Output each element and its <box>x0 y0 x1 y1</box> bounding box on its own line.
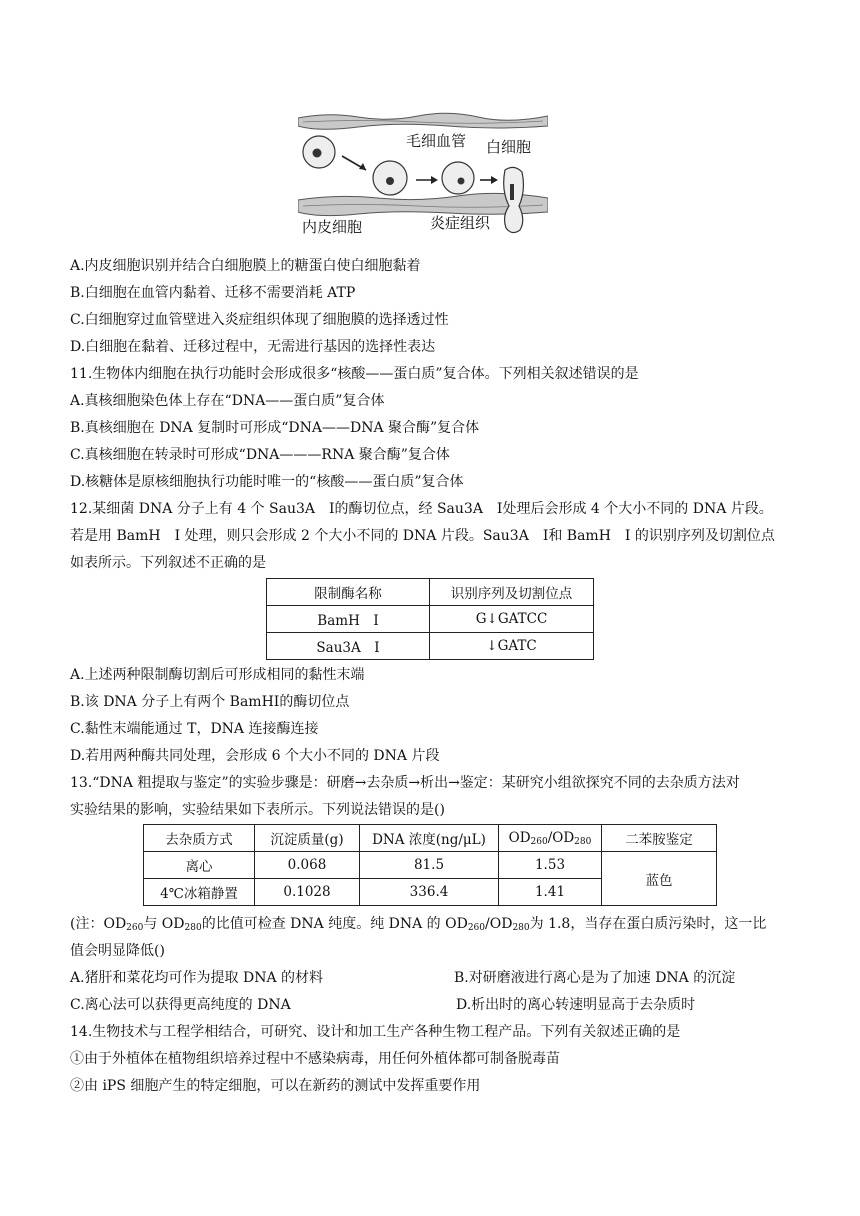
od-subscript: 260 <box>530 836 548 847</box>
q12-option-d: D.若用两种酶共同处理，会形成 6 个大小不同的 DNA 片段 <box>70 748 440 764</box>
q14-statement-1: ①由于外植体在植物组织培养过程中不感染病毒，用任何外植体都可制备脱毒苗 <box>70 1051 560 1067</box>
q12-option-a: A.上述两种限制酶切割后可形成相同的黏性末端 <box>70 667 365 683</box>
table-cell: 336.4 <box>360 879 499 906</box>
q13-option-d: D.析出时的离心转速明显高于去杂质时 <box>456 997 696 1013</box>
note-text: 为 1.8，当存在蛋白质污染时，这一比 <box>529 916 767 932</box>
table-cell: Sau3A I <box>267 633 430 660</box>
cell-migration-figure <box>298 110 548 240</box>
q14-statement-2: ②由 iPS 细胞产生的特定细胞，可以在新药的测试中发挥重要作用 <box>70 1078 481 1094</box>
q12-enzyme-table <box>266 578 594 660</box>
figure-drawing <box>298 110 548 240</box>
table-cell: G↓GATCC <box>430 606 594 633</box>
q14-stem: 14.生物技术与工程学相结合，可研究、设计和加工生产各种生物工程产品。下列有关叙述正确的是 <box>70 1024 681 1040</box>
table-header-cell: 沉淀质量(g) <box>255 825 360 852</box>
capillary-label: 毛细血管 <box>406 132 467 150</box>
table-row <box>267 606 594 633</box>
q13-option-a: A.猪肝和菜花均可作为提取 DNA 的材料 <box>70 970 324 986</box>
white-blood-cell-label: 白细胞 <box>486 138 532 156</box>
note-subscript: 280 <box>184 923 202 933</box>
q13-stem-line2: 实验结果的影响，实验结果如下表所示。下列说法错误的是() <box>70 802 445 818</box>
table-cell: 81.5 <box>360 852 499 879</box>
q13-results-table <box>143 824 717 906</box>
table-cell: 0.1028 <box>255 879 360 906</box>
note-text: /OD <box>485 916 513 932</box>
note-text: 与 OD <box>143 916 185 932</box>
note-text: (注：OD <box>70 916 127 932</box>
q10-option-c: C.白细胞穿过血管壁进入炎症组织体现了细胞膜的选择透过性 <box>70 312 449 328</box>
od-subscript: 280 <box>574 836 592 847</box>
table-header-cell: 二苯胺鉴定 <box>602 825 717 852</box>
endothelial-cell-label: 内皮细胞 <box>302 218 363 236</box>
q13-option-b: B.对研磨液进行离心是为了加速 DNA 的沉淀 <box>454 970 736 986</box>
table-header-row <box>267 579 594 606</box>
q11-option-c: C.真核细胞在转录时可形成“DNA———RNA 聚合酶”复合体 <box>70 447 450 463</box>
table-header-cell: DNA 浓度(ng/μL) <box>360 825 499 852</box>
q13-options-row2 <box>70 995 790 1015</box>
q13-stem-line1: 13.“DNA 粗提取与鉴定”的实验步骤是：研磨→去杂质→析出→鉴定：某研究小组欲探究不同的去杂质方法对 <box>70 775 740 791</box>
q12-stem-line2: 若是用 BamH I 处理，则只会形成 2 个大小不同的 DNA 片段。Sau3A I和 BamH I 的识别序列及切割位点 <box>70 528 775 544</box>
note-subscript: 260 <box>126 923 144 933</box>
q10-option-a: A.内皮细胞识别并结合白细胞膜上的糖蛋白使白细胞黏着 <box>70 258 421 274</box>
note-subscript: 260 <box>467 923 486 933</box>
q13-options-row1 <box>70 968 790 988</box>
q13-note-line1 <box>70 914 766 938</box>
q11-option-d: D.核糖体是原核细胞执行功能时唯一的“核酸——蛋白质”复合体 <box>70 474 464 490</box>
table-cell: 0.068 <box>255 852 360 879</box>
table-cell: BamH I <box>267 606 430 633</box>
note-subscript: 280 <box>512 923 530 933</box>
q11-option-b: B.真核细胞在 DNA 复制时可形成“DNA——DNA 聚合酶”复合体 <box>70 420 480 436</box>
table-header-cell: 限制酶名称 <box>267 579 430 606</box>
q12-option-b: B.该 DNA 分子上有两个 BamHI的酶切位点 <box>70 694 350 710</box>
inflamed-tissue-label: 炎症组织 <box>430 214 491 232</box>
table-cell: 4℃冰箱静置 <box>144 879 255 906</box>
table-header-cell: 去杂质方式 <box>144 825 255 852</box>
table-cell: 1.53 <box>499 852 602 879</box>
table-cell-merged: 蓝色 <box>602 852 717 906</box>
od-label: /OD <box>547 829 575 846</box>
q13-note-line2: 值会明显降低() <box>70 943 165 959</box>
table-row <box>144 852 717 879</box>
q13-option-c: C.离心法可以获得更高纯度的 DNA <box>70 997 291 1013</box>
od-label: OD <box>508 829 531 846</box>
table-header-row <box>144 825 717 852</box>
q12-stem-line3: 如表所示。下列叙述不正确的是 <box>70 555 266 571</box>
q11-stem: 11.生物体内细胞在执行功能时会形成很多“核酸——蛋白质”复合体。下列相关叙述错误的是 <box>70 366 639 382</box>
table-cell: ↓GATC <box>430 633 594 660</box>
q12-stem-line1: 12.某细菌 DNA 分子上有 4 个 Sau3A I的酶切位点，经 Sau3A I处理后会形成 4 个大小不同的 DNA 片段。 <box>70 501 773 517</box>
q10-option-d: D.白细胞在黏着、迁移过程中，无需进行基因的选择性表达 <box>70 339 436 355</box>
table-header-cell: 识别序列及切割位点 <box>430 579 594 606</box>
q11-option-a: A.真核细胞染色体上存在“DNA——蛋白质”复合体 <box>70 393 385 409</box>
table-header-cell <box>499 825 602 852</box>
table-row <box>267 633 594 660</box>
q10-option-b: B.白细胞在血管内黏着、迁移不需要消耗 ATP <box>70 285 356 301</box>
q12-option-c: C.黏性末端能通过 T，DNA 连接酶连接 <box>70 721 319 737</box>
table-cell: 离心 <box>144 852 255 879</box>
table-cell: 1.41 <box>499 879 602 906</box>
note-text: 的比值可检查 DNA 纯度。纯 DNA 的 OD <box>201 916 468 932</box>
